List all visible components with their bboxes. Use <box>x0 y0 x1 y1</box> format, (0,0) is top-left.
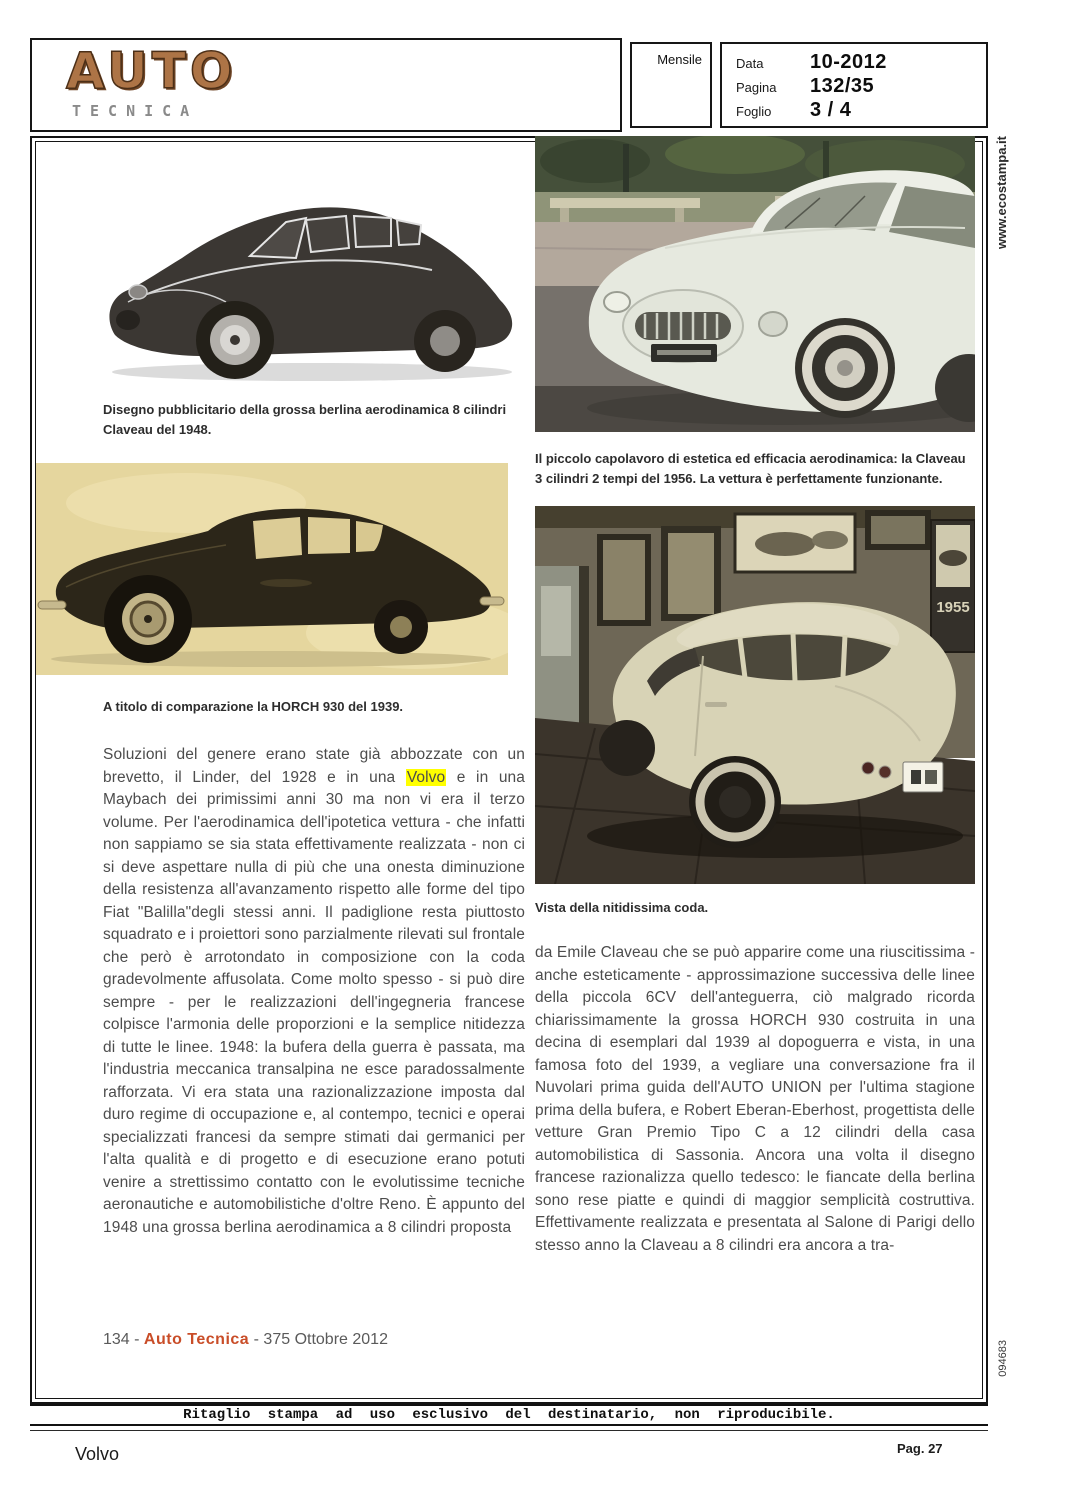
highlighted-keyword: Volvo <box>406 768 446 786</box>
credit-magazine-name: Auto Tecnica <box>143 1331 250 1348</box>
clipping-code-text: 094683 <box>997 1340 1009 1377</box>
figure-horch-930-drawing <box>36 463 508 675</box>
figure-claveau-rear-photo <box>535 506 975 884</box>
article-right-column: da Emile Claveau che se può apparire come una riuscitissima - anche esteticamente - approssimazione successiva delle linee della piccola 6CV dell'anteguerra, ciò malgrado ricorda chiarissimamente la grossa HORCH 930 costruita in una decina di esemplari dal 1939 al dopoguerra e vista, in una famosa foto del 1939, a vegliare una conversazione fra il Nuvolari prima guida dell'AUTO UNION per l'ultima stagione prima della bufera, e Robert Eberan-Eberhost, progettista delle vetture Gran Premio Tipo C a 12 cilindri della casa automobilistica di Sassonia. Ancora una volta il disegno francese razionalizza quello tedesco: le fiancate della berlina sono rese piatte e quindi di maggior semplicità costruttiva. Effettivamente realizzata e presentata al Salone di Parigi dello stesso anno la Claveau a 8 cilindri era ancora a tra- <box>535 944 975 1254</box>
article-left-column <box>103 744 525 1310</box>
taillight <box>862 762 874 774</box>
credit-page-number: 134 - <box>103 1331 144 1348</box>
caption-rear-view: Vista della nitidissima coda. <box>535 900 709 915</box>
horch-930-drawing-image <box>36 463 508 675</box>
headlight-left <box>604 292 630 312</box>
front-wheel <box>795 318 895 418</box>
frequency-label: Mensile <box>657 52 702 67</box>
clipping-meta-row <box>736 99 986 122</box>
strip-underline <box>30 1430 988 1431</box>
front-bumper <box>38 601 66 609</box>
grille <box>116 310 140 330</box>
door-handle <box>705 702 727 707</box>
window-front <box>253 517 302 559</box>
meta-value: 3 / 4 <box>810 99 852 121</box>
poster-year-label: 1955 <box>936 599 970 616</box>
reproduction-disclaimer-strip <box>30 1404 988 1426</box>
claveau-rear-photo-image <box>535 506 975 884</box>
magazine-logo-auto: AUTO <box>66 42 237 100</box>
meta-label: Data <box>736 56 764 71</box>
page-reference: Pag. 27 <box>897 1441 943 1456</box>
figure-claveau-1956-photo <box>535 136 975 432</box>
rear-wheel <box>374 600 428 654</box>
claveau-1948-drawing-image <box>100 150 520 395</box>
magazine-logo-box <box>30 38 622 132</box>
left-column-text-post: e in una Maybach dei primissimi anni 30 ma non vi era il terzo volume. Per l'aerodinamica dell'ipotetica vettura - che infatti non sappiamo se sia stata effettivamente realizzata - non ci si deve aspettare nulla di più che una onesta diminuzione della resistenza all'avanzamento rispetto alle forme del tipo Fiat "Balilla"degli stessi anni. Il padiglione resta piuttosto squadrato e i proiettori sono parzialmente rilevati sul frontale che però è arrotondato in composizione con la coda gradevolmente affusolata. Come molto spesso - si può dire sempre - per le realizzazioni dell'ingegneria francese colpisce l'armonia delle proporzioni e la semplice nitidezza di tutte le linee. 1948: la bufera della guerra è passata, ma l'industria meccanica transalpina ne esce paradossalmente rafforzata. Vi era stata una razionalizzazione imposta dal duro regime di occupazione e, al contempo, tecnici e operai specializzati francesi da sempre stimati dai germanici per l'alta qualità e di progetto e di esecuzione erano potuti venire a strettissimo contatto con le evolutissime tecniche aeronautiche e automobilistiche d'oltre Reno. È appunto del 1948 una grossa berlina aerodinamica a 8 cilindri proposta <box>103 768 525 1236</box>
issue-credit-line <box>103 1331 388 1349</box>
front-wheel <box>104 575 192 663</box>
front-wheel <box>599 720 655 776</box>
meta-label: Pagina <box>736 80 777 95</box>
rear-wheel <box>414 310 476 372</box>
claveau-1956-photo-image <box>535 136 975 432</box>
clipping-subject: Volvo <box>75 1444 120 1464</box>
door-handle <box>260 579 312 587</box>
magazine-logo-tecnica: TECNICA <box>72 102 199 120</box>
left-column-text-pre: Soluzioni del genere erano state già abbozzate con un brevetto, il Linder, del 1928 e in una <box>103 746 525 786</box>
meta-label: Foglio <box>736 104 772 119</box>
clipping-meta-rows <box>736 51 986 122</box>
taillight <box>879 766 891 778</box>
caption-horch-930: A titolo di comparazione la HORCH 930 del 1939. <box>103 699 404 714</box>
clipping-meta-row <box>736 51 986 74</box>
clipping-meta-box <box>720 42 988 128</box>
front-wheel <box>196 301 274 379</box>
car-shadow <box>51 651 491 667</box>
headlight <box>129 285 147 299</box>
caption-claveau-1948: Disegno pubblicitario della grossa berlina aerodinamica 8 cilindri Claveau del 1948. <box>103 402 507 437</box>
meta-value: 10-2012 <box>810 51 887 73</box>
headlight-right <box>759 312 787 336</box>
clipping-meta-row <box>736 75 986 98</box>
meta-value: 132/35 <box>810 75 875 97</box>
frequency-box <box>630 42 712 128</box>
window-middle <box>308 517 350 554</box>
credit-issue-date: - 375 Ottobre 2012 <box>249 1331 388 1348</box>
rear-bumper <box>480 597 504 605</box>
poster-1955 <box>931 520 975 652</box>
disclaimer-text: Ritaglio stampa ad uso esclusivo del destinatario, non riproducibile. <box>183 1407 835 1423</box>
rear-wheel <box>689 756 781 848</box>
ecostampa-website-text: www.ecostampa.it <box>994 136 1009 249</box>
caption-claveau-1956: Il piccolo capolavoro di estetica ed efficacia aerodinamica: la Claveau 3 cilindri 2 tempi del 1956. La vettura è perfettamente funzionante. <box>535 451 966 486</box>
figure-claveau-1948-drawing <box>100 150 520 395</box>
